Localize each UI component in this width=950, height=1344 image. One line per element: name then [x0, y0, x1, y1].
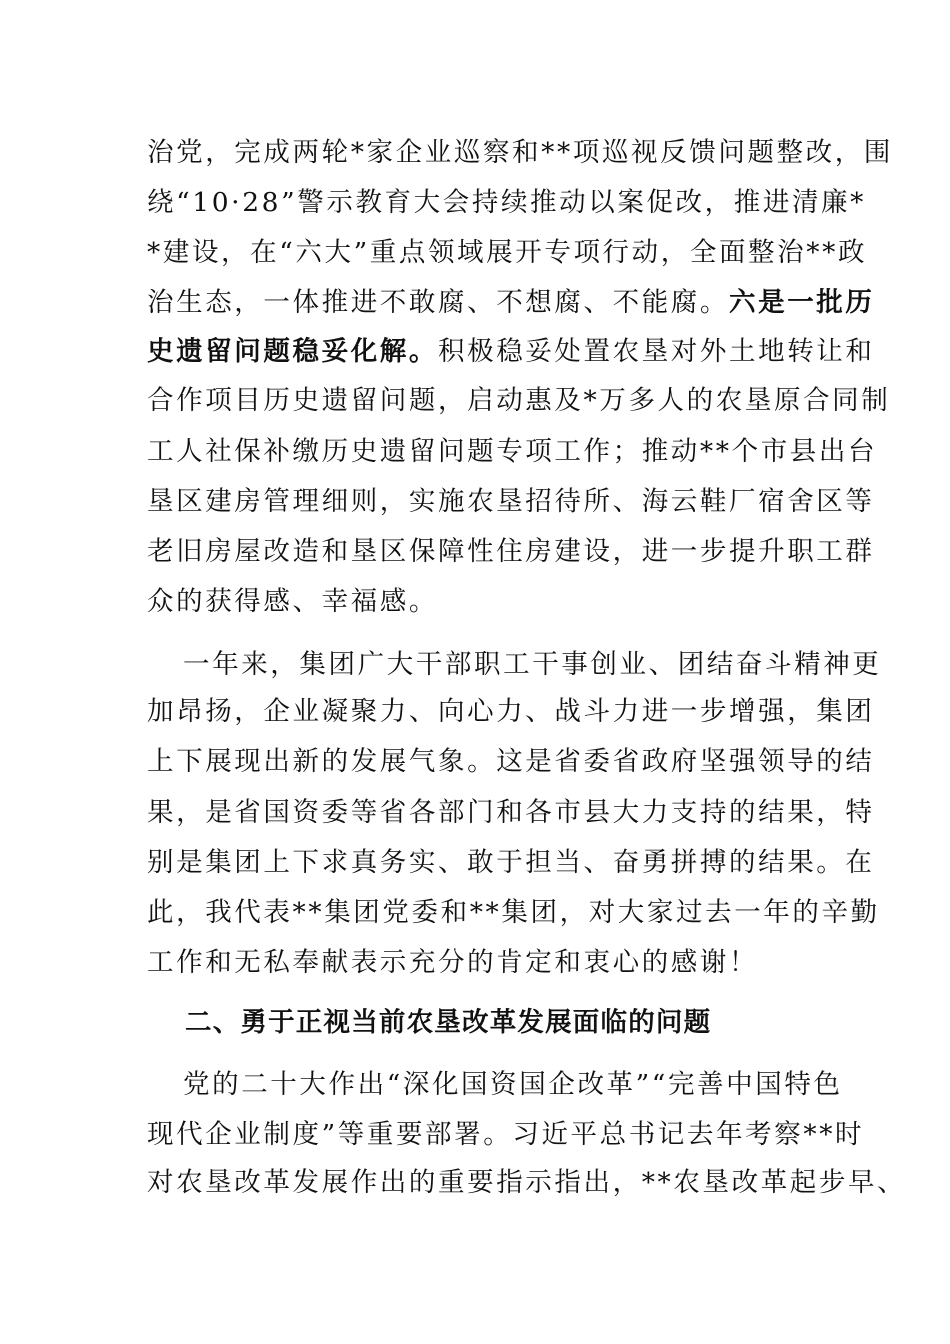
- paragraph-line: 绕“10·28”警示教育大会持续推动以案促改，推进清廉*: [147, 187, 867, 218]
- line-text: 治生态，一体推进不敢腐、不想腐、不能腐。: [147, 287, 729, 318]
- paragraph-line: 工作和无私奉献表示充分的肯定和衷心的感谢！: [147, 947, 759, 978]
- section-heading: 二、勇于正视当前农垦改革发展面临的问题: [185, 1007, 712, 1038]
- bold-section-title: 六是一批历: [729, 287, 875, 318]
- paragraph-line: 治党，完成两轮*家企业巡察和**项巡视反馈问题整改，围: [147, 137, 893, 168]
- paragraph-line: 垦区建房管理细则，实施农垦招待所、海云鞋厂宿舍区等: [147, 486, 875, 517]
- paragraph-line: [147, 283, 875, 323]
- paragraph-line: 上下展现出新的发展气象。这是省委省政府坚强领导的结: [147, 746, 875, 777]
- paragraph-line: 一年来，集团广大干部职工干事创业、团结奋斗精神更: [183, 649, 882, 680]
- paragraph-line: *建设，在“六大”重点领域展开专项行动，全面整治**政: [147, 237, 868, 268]
- paragraph-line: 此，我代表**集团党委和**集团，对大家过去一年的辛勤: [147, 897, 880, 928]
- paragraph-line: 果，是省国资委等省各部门和各市县大力支持的结果，特: [147, 797, 875, 828]
- paragraph-line: 工人社保补缴历史遗留问题专项工作；推动**个市县出台: [147, 436, 878, 467]
- paragraph-line: 别是集团上下求真务实、敢于担当、奋勇拼搏的结果。在: [147, 847, 875, 878]
- paragraph-line: 众的获得感、幸福感。: [147, 586, 438, 617]
- paragraph-line: 加昂扬，企业凝聚力、向心力、战斗力进一步增强，集团: [147, 696, 875, 727]
- paragraph-line: 合作项目历史遗留问题，启动惠及*万多人的农垦原合同制: [147, 385, 891, 416]
- paragraph-line: 现代企业制度”等重要部署。习近平总书记去年考察**时: [147, 1119, 865, 1150]
- line-text: 积极稳妥处置农垦对外土地转让和: [438, 336, 875, 367]
- paragraph-line: 对农垦改革发展作出的重要指示指出，**农垦改革起步早、: [147, 1167, 907, 1198]
- paragraph-line: 老旧房屋改造和垦区保障性住房建设，进一步提升职工群: [147, 536, 875, 567]
- bold-section-title: 史遗留问题稳妥化解。: [147, 336, 438, 367]
- paragraph-line: 党的二十大作出“深化国资国企改革”“完善中国特色: [183, 1069, 843, 1100]
- paragraph-line: [147, 332, 875, 372]
